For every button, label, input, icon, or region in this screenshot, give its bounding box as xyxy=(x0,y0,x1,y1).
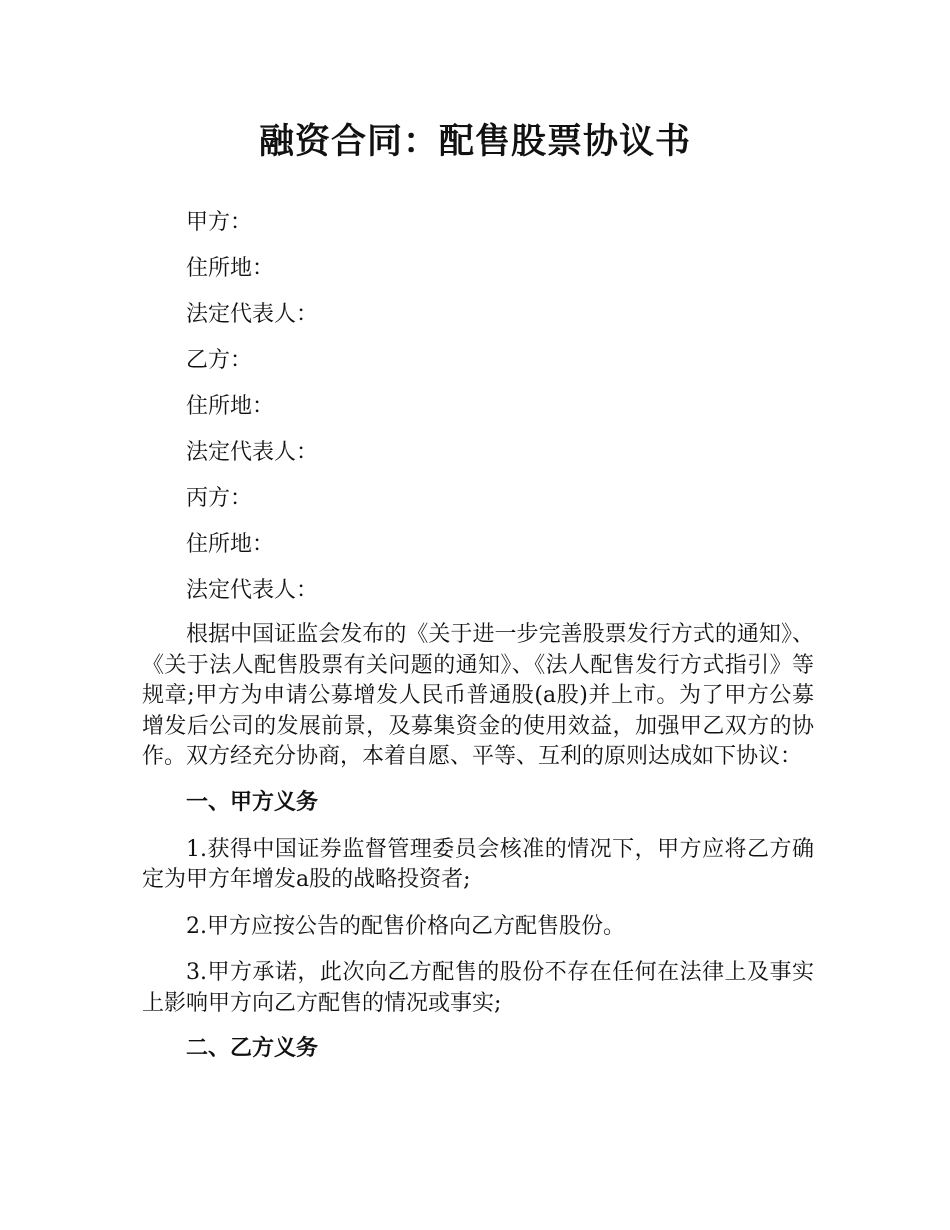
party-c-name: 丙方： xyxy=(186,486,253,511)
party-a-address: 住所地： xyxy=(186,256,275,281)
party-c-representative: 法定代表人： xyxy=(186,578,319,603)
section1-item-2: 2.甲方应按公告的配售价格向乙方配售股份。 xyxy=(186,913,625,939)
party-c-address: 住所地： xyxy=(186,532,275,557)
party-a-representative: 法定代表人： xyxy=(186,302,319,327)
document-title: 融资合同：配售股票协议书 xyxy=(258,122,691,162)
party-a-name: 甲方： xyxy=(186,210,253,235)
party-b-representative: 法定代表人： xyxy=(186,440,319,465)
document-body xyxy=(142,200,814,1065)
intro-paragraph: 根据中国证监会发布的《关于进一步完善股票发行方式的通知》、《关于法人配售股票有关问题的通知》、《法人配售发行方式指引》等规章;甲方为申请公募增发人民币普通股(a股)并上市。为了甲方公募增发后公司的发展前景，及募集资金的使用效益，加强甲乙双方的协作。双方经充分协商，本着自愿、平等、互利的原则达成如下协议： xyxy=(142,622,814,769)
section1-item-1: 1.获得中国证券监督管理委员会核准的情况下，甲方应将乙方确定为甲方年增发a股的战略投资者; xyxy=(142,836,814,892)
section-heading-party-a-obligations: 一、甲方义务 xyxy=(186,789,319,815)
section1-item-3: 3.甲方承诺，此次向乙方配售的股份不存在任何在法律上及事实上影响甲方向乙方配售的情况或事实; xyxy=(142,960,814,1016)
party-b-address: 住所地： xyxy=(186,394,275,419)
section-heading-party-b-obligations: 二、乙方义务 xyxy=(186,1036,319,1061)
party-b-name: 乙方： xyxy=(186,348,253,373)
